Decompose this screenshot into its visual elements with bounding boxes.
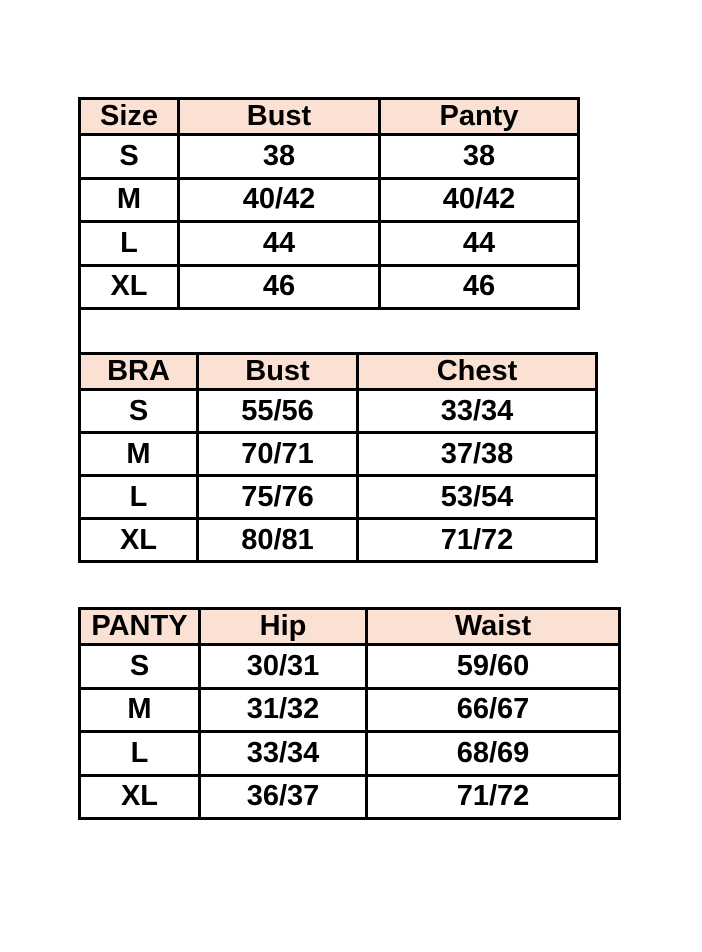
table-cell: 59/60	[367, 645, 620, 689]
size-label-cell: M	[80, 688, 200, 732]
size-label-cell: S	[80, 390, 198, 433]
table-row	[80, 732, 620, 776]
table-cell: 75/76	[198, 476, 358, 519]
table-cell: 30/31	[200, 645, 367, 689]
table-cell: 80/81	[198, 519, 358, 562]
table-cell: 68/69	[367, 732, 620, 776]
table-cell: 38	[380, 135, 579, 179]
table-cell: 44	[380, 222, 579, 266]
table-cell: 40/42	[179, 178, 380, 222]
table-row	[80, 645, 620, 689]
size-label-cell: XL	[80, 775, 200, 819]
table-row	[80, 265, 579, 309]
size-label-cell: XL	[80, 519, 198, 562]
table-cell: 70/71	[198, 433, 358, 476]
table-header-row	[80, 354, 597, 390]
table-cell: 66/67	[367, 688, 620, 732]
stray-border-line	[78, 310, 81, 355]
column-header: Size	[80, 99, 179, 135]
table-row	[80, 775, 620, 819]
table-cell: 33/34	[200, 732, 367, 776]
table-row	[80, 433, 597, 476]
size-label-cell: M	[80, 433, 198, 476]
column-header: Bust	[179, 99, 380, 135]
table-cell: 33/34	[358, 390, 597, 433]
table-cell: 46	[380, 265, 579, 309]
bra-chart-table	[78, 352, 598, 563]
size-chart-table	[78, 97, 580, 310]
size-label-cell: XL	[80, 265, 179, 309]
table-row	[80, 178, 579, 222]
table-row	[80, 519, 597, 562]
table-cell: 38	[179, 135, 380, 179]
column-header: BRA	[80, 354, 198, 390]
table-cell: 31/32	[200, 688, 367, 732]
column-header: Waist	[367, 609, 620, 645]
size-label-cell: S	[80, 135, 179, 179]
table-cell: 37/38	[358, 433, 597, 476]
table-cell: 53/54	[358, 476, 597, 519]
table-row	[80, 476, 597, 519]
column-header: Chest	[358, 354, 597, 390]
size-label-cell: L	[80, 222, 179, 266]
column-header: PANTY	[80, 609, 200, 645]
column-header: Bust	[198, 354, 358, 390]
table-cell: 71/72	[367, 775, 620, 819]
table-row	[80, 390, 597, 433]
table-header-row	[80, 609, 620, 645]
column-header: Hip	[200, 609, 367, 645]
table-header-row	[80, 99, 579, 135]
size-label-cell: M	[80, 178, 179, 222]
size-label-cell: S	[80, 645, 200, 689]
panty-chart-table	[78, 607, 621, 820]
table-row	[80, 688, 620, 732]
table-cell: 71/72	[358, 519, 597, 562]
column-header: Panty	[380, 99, 579, 135]
size-label-cell: L	[80, 732, 200, 776]
table-cell: 36/37	[200, 775, 367, 819]
size-label-cell: L	[80, 476, 198, 519]
table-cell: 55/56	[198, 390, 358, 433]
table-cell: 46	[179, 265, 380, 309]
table-cell: 44	[179, 222, 380, 266]
table-cell: 40/42	[380, 178, 579, 222]
table-row	[80, 135, 579, 179]
table-row	[80, 222, 579, 266]
